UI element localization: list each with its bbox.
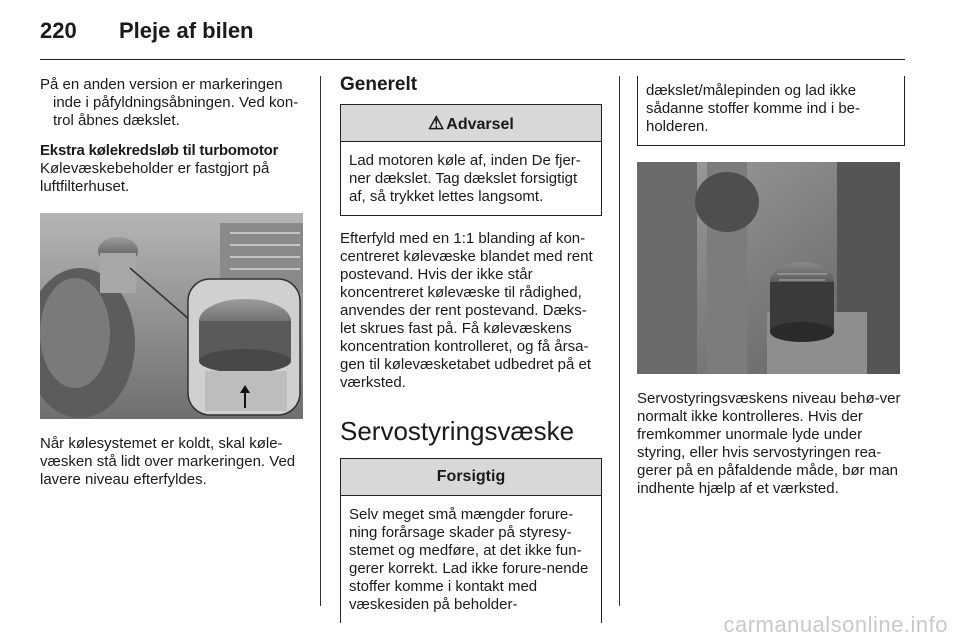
reservoir-paragraph: Kølevæskebeholder er fastgjort på luftfilterhuset. bbox=[40, 160, 270, 195]
watermark: carmanualsonline.info bbox=[723, 612, 948, 637]
column-left bbox=[40, 76, 308, 489]
warning-text: Lad motoren køle af, inden De fjer-ner dækslet. Tag dækslet forsigtigt af, så trykket lettes langsomt. bbox=[349, 152, 581, 205]
warning-triangle-icon: ⚠ bbox=[428, 113, 445, 133]
caution-box-continued bbox=[637, 76, 905, 146]
column-divider-1 bbox=[320, 76, 321, 606]
caution-box-header bbox=[341, 459, 601, 496]
section-heading-power-steering: Servostyringsvæske bbox=[340, 416, 575, 446]
page-number: 220 bbox=[40, 18, 77, 43]
column-right bbox=[637, 76, 905, 498]
section-heading-general: Generelt bbox=[340, 74, 418, 95]
column-divider-2 bbox=[619, 76, 620, 606]
power-steering-reservoir-photo bbox=[637, 162, 900, 374]
caution-box bbox=[340, 458, 602, 623]
header-rule bbox=[40, 59, 905, 60]
warning-title: Advarsel bbox=[446, 116, 514, 133]
power-steering-paragraph: Servostyringsvæskens niveau behø-ver normalt ikke kontrolleres. Hvis der fremkommer unormale lyde under styring, eller hvis servostyringen rea-gerer på en påfaldende måde, bør man indhente hjælp af et værksted. bbox=[637, 390, 901, 497]
caution-title: Forsigtig bbox=[436, 468, 506, 485]
caution-continued-text: dækslet/målepinden og lad ikke sådanne stoffer komme ind i be-holderen. bbox=[646, 82, 861, 135]
coolant-reservoir-photo bbox=[40, 213, 303, 419]
intro-paragraph: På en anden version er markeringen inde i påfyldningsåbningen. Ved kon-trol åbnes dækslet. bbox=[40, 76, 299, 129]
warning-box-header bbox=[341, 105, 601, 142]
warning-box bbox=[340, 104, 602, 216]
turbo-cooling-subheading: Ekstra kølekredsløb til turbomotor bbox=[40, 142, 279, 159]
column-middle bbox=[340, 76, 602, 623]
fill-level-paragraph: Når kølesystemet er koldt, skal køle-væsken stå lidt over markeringen. Ved lavere niveau efterfyldes. bbox=[40, 435, 296, 488]
refill-paragraph: Efterfyld med en 1:1 blanding af kon-centreret kølevæske blandet med rent postevand. Hvis der ikke står koncentreret kølevæske til rådighed, anvendes der rent postevand. Dæks-let skrues fast på. Få kølevæskens koncentration kontrolleret, og få årsa-gen til kølevæsketabet udbedret på et værksted. bbox=[340, 230, 593, 391]
page-title: Pleje af bilen bbox=[119, 18, 254, 43]
caution-text: Selv meget små mængder forure-ning forårsage skader på styresy-stemet og medføre, at det ikke fun-gerer korrekt. Lad ikke forure-nende stoffer komme i kontakt med væskesiden på beholder- bbox=[349, 506, 589, 613]
